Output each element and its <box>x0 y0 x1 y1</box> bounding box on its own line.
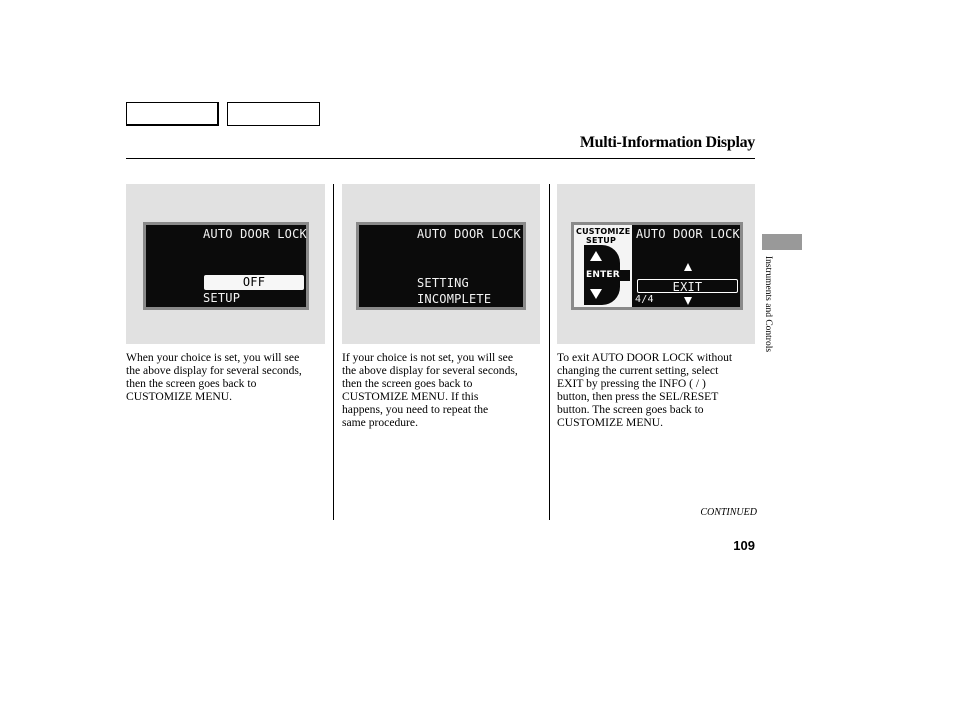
next-page-button[interactable] <box>227 102 320 126</box>
screen-heading: AUTO DOOR LOCK <box>636 227 740 241</box>
menu-label: SETUP <box>586 236 617 245</box>
section-label: Instruments and Controls <box>763 256 773 353</box>
down-arrow-icon <box>590 289 602 299</box>
selector-icon <box>584 245 620 305</box>
section-tab[interactable] <box>762 234 802 250</box>
up-arrow-icon <box>684 263 692 271</box>
selected-option: OFF <box>204 275 304 290</box>
screen-heading: AUTO DOOR LOCK <box>417 227 521 241</box>
exit-option: EXIT <box>637 279 738 293</box>
screen-line: SETTING <box>417 276 469 290</box>
description-text: To exit AUTO DOOR LOCK without changing the current setting, select EXIT by pressing the INFO ( / ) button, then press the SEL/RESET button. The screen goes back to CUSTOMIZE MENU. <box>557 351 733 429</box>
lcd-screen <box>146 225 306 307</box>
screen-heading: AUTO DOOR LOCK <box>203 227 307 241</box>
column-divider <box>549 184 550 520</box>
lcd-screen <box>359 225 523 307</box>
enter-label: ENTER <box>584 270 630 281</box>
description-text: If your choice is not set, you will see the above display for several seconds, then the screen goes back to CUSTOMIZE MENU. If this happens, you need to repeat the same procedure. <box>342 351 518 429</box>
menu-label: CUSTOMIZE <box>576 227 631 236</box>
lcd-screen <box>574 225 740 307</box>
page-number: 109 <box>733 538 755 553</box>
screen-footer: SETUP <box>203 291 241 305</box>
up-arrow-icon <box>590 251 602 261</box>
page-title: Multi-Information Display <box>579 134 755 151</box>
description-text: When your choice is set, you will see the above display for several seconds, then the screen goes back to CUSTOMIZE MENU. <box>126 351 302 403</box>
display-illustration-incomplete <box>342 184 540 344</box>
column-divider <box>333 184 334 520</box>
continued-label: CONTINUED <box>700 507 757 518</box>
page-indicator: 4/4 <box>635 294 654 305</box>
customize-setup-badge <box>574 225 632 307</box>
down-arrow-icon <box>684 297 692 305</box>
previous-page-button[interactable] <box>126 102 219 126</box>
screen-line: INCOMPLETE <box>417 292 492 306</box>
display-illustration-exit <box>557 184 755 344</box>
display-illustration-setup <box>126 184 325 344</box>
title-divider <box>126 158 755 159</box>
